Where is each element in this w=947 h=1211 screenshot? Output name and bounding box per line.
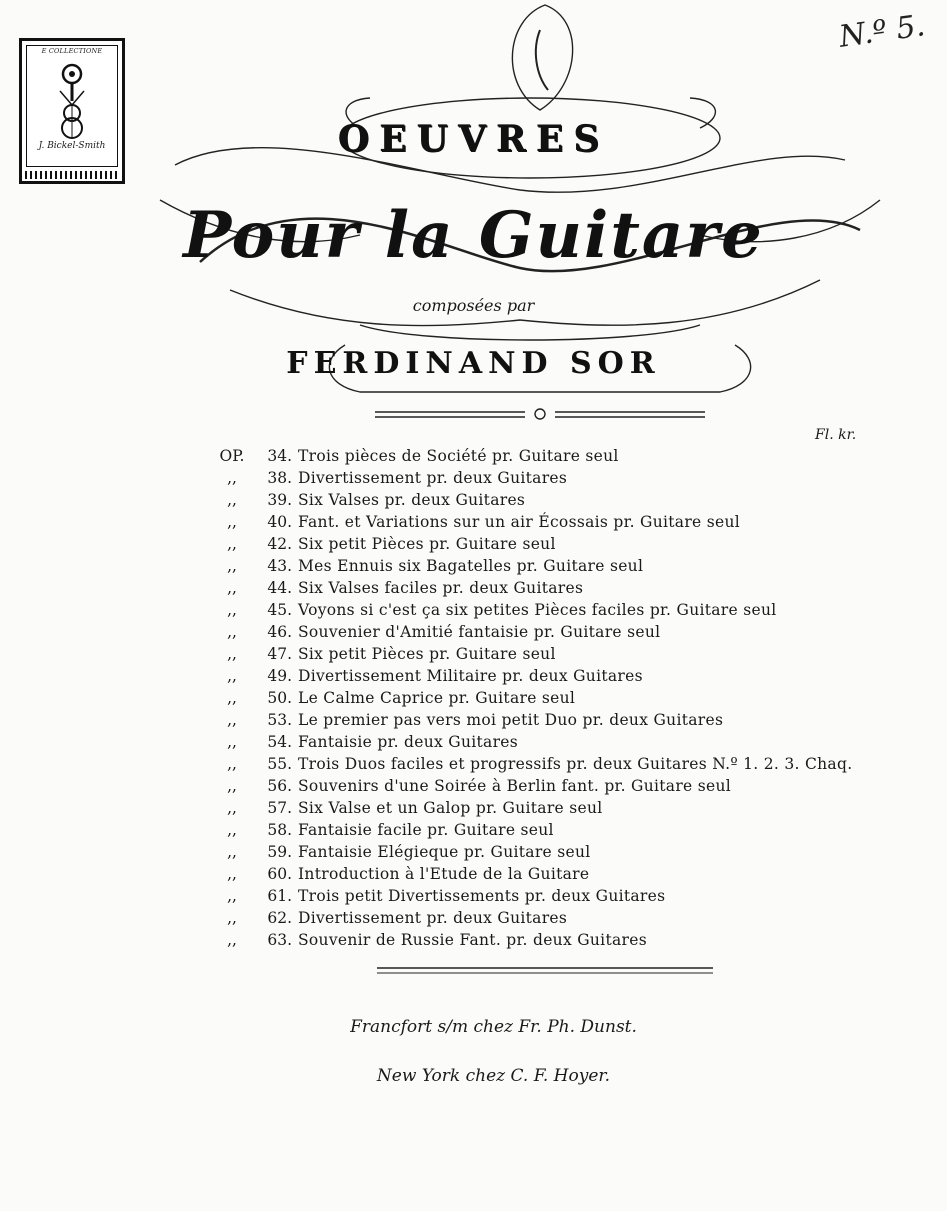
opus-number: 50. <box>267 689 292 707</box>
opus-prefix: ,, <box>227 755 237 773</box>
list-item <box>218 445 918 467</box>
opus-number: 45. <box>267 601 292 619</box>
work-title: Six petit Pièces pr. Guitare seul <box>298 535 556 553</box>
opus-number: 39. <box>267 491 292 509</box>
list-item <box>218 621 918 643</box>
work-title: Mes Ennuis six Bagatelles pr. Guitare seul <box>298 557 644 575</box>
publisher-new-york: New York chez C. F. Hoyer. <box>376 1066 611 1086</box>
price-column-header: Fl. kr. <box>815 427 857 443</box>
work-title: Fantaisie facile pr. Guitare seul <box>298 821 554 839</box>
opus-number: 53. <box>267 711 292 729</box>
opus-prefix: ,, <box>227 645 237 663</box>
opus-number: 60. <box>267 865 292 883</box>
list-item <box>218 577 918 599</box>
list-item <box>218 907 918 929</box>
list-item <box>218 819 918 841</box>
work-title: Six petit Pièces pr. Guitare seul <box>298 645 556 663</box>
opus-number: 56. <box>267 777 292 795</box>
opus-prefix: ,, <box>227 689 237 707</box>
opus-prefix: ,, <box>227 579 237 597</box>
opus-number: 63. <box>267 931 292 949</box>
opus-prefix: ,, <box>227 711 237 729</box>
work-title: Souvenier d'Amitié fantaisie pr. Guitare seul <box>298 623 661 641</box>
work-title: Le premier pas vers moi petit Duo pr. deux Guitares <box>298 711 724 729</box>
bottom-rule <box>375 965 715 977</box>
opus-number: 57. <box>267 799 292 817</box>
list-item <box>218 599 918 621</box>
list-item <box>218 643 918 665</box>
opus-number: 62. <box>267 909 292 927</box>
publisher-frankfurt: Francfort s/m chez Fr. Ph. Dunst. <box>350 1017 637 1037</box>
opus-prefix: OP. <box>219 447 245 465</box>
work-title: Souvenir de Russie Fant. pr. deux Guitares <box>298 931 647 949</box>
opus-number: 58. <box>267 821 292 839</box>
opus-prefix: ,, <box>227 931 237 949</box>
work-title: Le Calme Caprice pr. Guitare seul <box>298 689 576 707</box>
list-item <box>218 489 918 511</box>
opus-prefix: ,, <box>227 843 237 861</box>
opus-number: 40. <box>267 513 292 531</box>
opus-number: 61. <box>267 887 292 905</box>
opus-prefix: ,, <box>227 469 237 487</box>
list-item <box>218 665 918 687</box>
work-title: Divertissement Militaire pr. deux Guitares <box>298 667 643 685</box>
list-item <box>218 929 918 951</box>
composees-par-label: composées par <box>412 296 535 315</box>
composer-name: FERDINAND SOR <box>286 346 661 381</box>
opus-number: 54. <box>267 733 292 751</box>
list-item <box>218 885 918 907</box>
opus-number: 38. <box>267 469 292 487</box>
opus-prefix: ,, <box>227 821 237 839</box>
work-title: Trois pièces de Société pr. Guitare seul <box>298 447 619 465</box>
work-title: Voyons si c'est ça six petites Pièces faciles pr. Guitare seul <box>298 601 777 619</box>
work-title: Fantaisie pr. deux Guitares <box>298 733 519 751</box>
works-list <box>218 445 918 951</box>
opus-prefix: ,, <box>227 535 237 553</box>
opus-number: 47. <box>267 645 292 663</box>
opus-number: 55. <box>267 755 292 773</box>
list-item <box>218 687 918 709</box>
work-title: Introduction à l'Etude de la Guitare <box>298 865 590 883</box>
opus-number: 44. <box>267 579 292 597</box>
work-title: Fant. et Variations sur un air Écossais pr. Guitare seul <box>298 513 741 531</box>
work-title: Six Valses pr. deux Guitares <box>298 491 526 509</box>
work-title: Divertissement pr. deux Guitares <box>298 469 568 487</box>
work-title: Trois petit Divertissements pr. deux Guitares <box>298 887 666 905</box>
opus-prefix: ,, <box>227 799 237 817</box>
list-item <box>218 775 918 797</box>
work-title: Six Valse et un Galop pr. Guitare seul <box>298 799 603 817</box>
opus-prefix: ,, <box>227 887 237 905</box>
opus-number: 59. <box>267 843 292 861</box>
page-title: Pour la Guitare <box>183 198 764 273</box>
list-item <box>218 797 918 819</box>
work-title: Trois Duos faciles et progressifs pr. deux Guitares N.º 1. 2. 3. Chaq. <box>298 755 853 773</box>
opus-prefix: ,, <box>227 667 237 685</box>
list-item <box>218 511 918 533</box>
list-item <box>218 555 918 577</box>
opus-prefix: ,, <box>227 557 237 575</box>
list-item <box>218 731 918 753</box>
opus-prefix: ,, <box>227 733 237 751</box>
list-item <box>218 841 918 863</box>
opus-prefix: ,, <box>227 777 237 795</box>
oeuvres-heading: OEUVRES <box>337 118 610 160</box>
opus-prefix: ,, <box>227 909 237 927</box>
stamp-top-text: E COLLECTIONE <box>41 47 103 55</box>
list-item <box>218 709 918 731</box>
opus-number: 49. <box>267 667 292 685</box>
list-item <box>218 863 918 885</box>
work-title: Fantaisie Elégieque pr. Guitare seul <box>298 843 591 861</box>
opus-prefix: ,, <box>227 601 237 619</box>
stamp-signature: J. Bickel-Smith <box>38 141 106 151</box>
list-item <box>218 533 918 555</box>
list-item <box>218 467 918 489</box>
opus-prefix: ,, <box>227 491 237 509</box>
opus-number: 43. <box>267 557 292 575</box>
work-title: Souvenirs d'une Soirée à Berlin fant. pr. Guitare seul <box>298 777 731 795</box>
list-item <box>218 753 918 775</box>
opus-number: 34. <box>267 447 292 465</box>
opus-prefix: ,, <box>227 513 237 531</box>
opus-number: 46. <box>267 623 292 641</box>
opus-prefix: ,, <box>227 865 237 883</box>
work-title: Divertissement pr. deux Guitares <box>298 909 568 927</box>
work-title: Six Valses faciles pr. deux Guitares <box>298 579 584 597</box>
opus-prefix: ,, <box>227 623 237 641</box>
opus-number: 42. <box>267 535 292 553</box>
sheet-number: N.º 5. <box>836 8 928 55</box>
